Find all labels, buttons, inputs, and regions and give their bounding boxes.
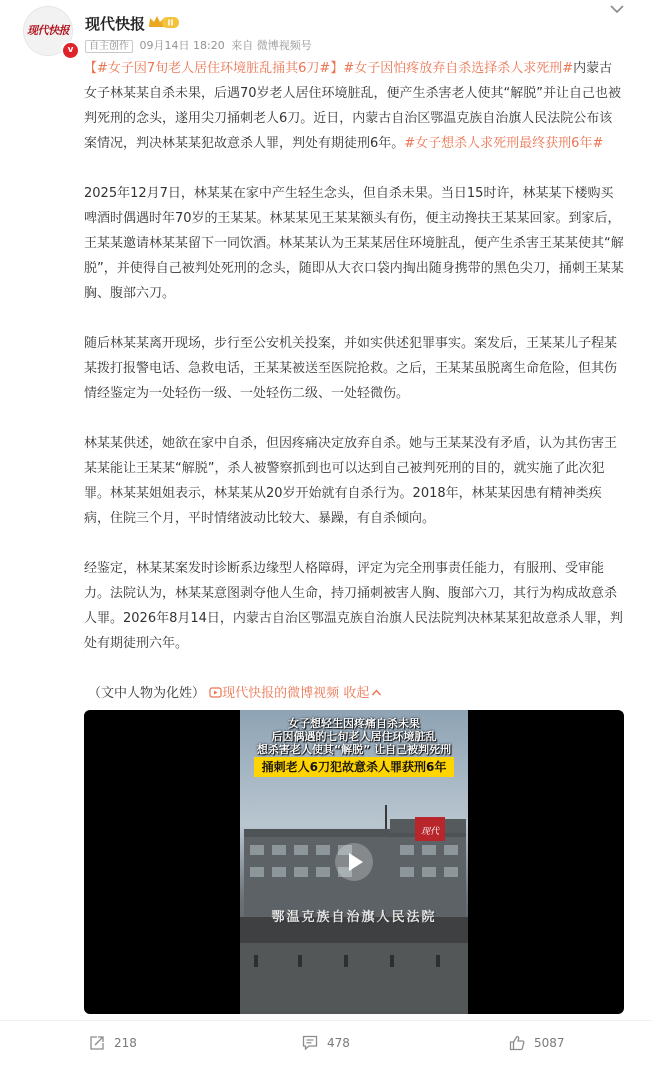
court-sign: 鄂温克族自治旗人民法院 [271, 910, 437, 925]
verified-icon: v [61, 41, 80, 60]
post-date[interactable]: 09月14日 18:20 [139, 39, 225, 52]
comment-count: 478 [327, 1036, 350, 1050]
chevron-up-icon [371, 688, 382, 697]
play-button[interactable] [335, 843, 373, 881]
video-caption: 后因偶遇的七旬老人居住环境脏乱 [271, 730, 437, 743]
post-meta [85, 37, 315, 53]
like-count: 5087 [534, 1036, 565, 1050]
crown-level-icon[interactable] [147, 14, 181, 31]
post-source: 来自 微博视频号 [231, 39, 312, 52]
paragraph: 经鉴定，林某某案发时诊断系边缘型人格障碍，评定为完全刑事责任能力，有服刑、受审能力。法院认为，林某某意图剥夺他人生命，持刀捅刺被害人胸、腹部六刀，其行为构成故意杀人罪。2026年8月14日，内蒙古自治区鄂温克族自治旗人民法院判决林某某犯故意杀人罪，判处有期徒刑六年。 [84, 561, 623, 651]
video-player[interactable] [84, 710, 624, 1014]
collapse-link[interactable]: 收起 [343, 686, 382, 701]
watermark-text: 现代 [420, 827, 440, 837]
hashtag-link[interactable]: 【#女子因7旬老人居住环境脏乱捅其6刀#】 [84, 61, 344, 76]
share-icon [88, 1034, 106, 1052]
like-icon [508, 1034, 526, 1052]
author-name[interactable]: 现代快报 [85, 15, 146, 33]
play-icon [335, 843, 373, 881]
comment-icon [301, 1034, 319, 1052]
post-footer-note [88, 682, 382, 701]
paragraph-intro [84, 56, 624, 156]
post-body [84, 56, 624, 681]
video-caption-highlight: 捅刺老人6刀犯故意杀人罪获刑6年 [254, 757, 454, 777]
avatar-logo: 现代快报 [27, 24, 69, 37]
post-header [0, 0, 652, 60]
level-badge-text: II [167, 18, 174, 28]
paragraph-text: 内蒙古女子林某某自杀未果，后遇70岁老人居住环境脏乱，便产生杀害老人使其“解脱”并让自己也被判死刑的念头，遂用尖刀捅刺老人6刀。近日，内蒙古自治区鄂温克族自治旗人民法院公布该案情况，判决林某某犯故意杀人罪，判处有期徒刑6年。 [84, 61, 622, 151]
video-link-icon[interactable] [209, 686, 222, 699]
paragraph: 随后林某某离开现场，步行至公安机关投案，并如实供述犯罪事实。案发后，王某某儿子程某某拨打报警电话、急救电话，王某某被送至医院抢救。之后，王某某虽脱离生命危险，但其伤情经鉴定为一处轻伤一级、一处轻伤二级、一处轻微伤。 [84, 336, 618, 401]
video-source-link[interactable]: 现代快报的微博视频 [222, 686, 340, 701]
video-caption: 想杀害老人使其“解脱” 让自己被判死刑 [256, 743, 452, 756]
chevron-down-icon[interactable] [608, 3, 626, 15]
video-caption: 女子想轻生因疼痛自杀未果 [288, 717, 420, 730]
original-tag: 自主创作 [85, 40, 133, 53]
hashtag-link[interactable]: #女子因怕疼放弃自杀选择杀人求死刑# [343, 61, 574, 76]
note-text: （文中人物为化姓） [88, 686, 206, 701]
paragraph: 林某某供述，她欲在家中自杀，但因疼痛决定放弃自杀。她与王某某没有矛盾，认为其伤害王某某能让王某某“解脱”，杀人被警察抓到也可以达到自己被判死刑的目的，就实施了此次犯罪。林某某姐姐表示，林某某从20岁开始就有自杀行为。2018年，林某某因患有精神类疾病，住院三个月，平时情绪波动比较大、暴躁，有自杀倾向。 [84, 436, 618, 526]
share-count: 218 [114, 1036, 137, 1050]
hashtag-link[interactable]: #女子想杀人求死刑最终获刑6年# [404, 136, 604, 151]
paragraph: 2025年12月7日，林某某在家中产生轻生念头，但自杀未果。当日15时许，林某某下楼购买啤酒时偶遇时年70岁的王某某。林某某见王某某额头有伤，便主动搀扶王某某回家。到家后，王某某邀请林某某留下一同饮酒。林某某认为王某某居住环境脏乱，便产生杀害王某某使其“解脱”，并使得自己被判处死刑的念头，随即从大衣口袋内掏出随身携带的黑色尖刀，捅刺王某某胸、腹部六刀。 [84, 186, 624, 301]
action-bar [0, 1020, 652, 1071]
